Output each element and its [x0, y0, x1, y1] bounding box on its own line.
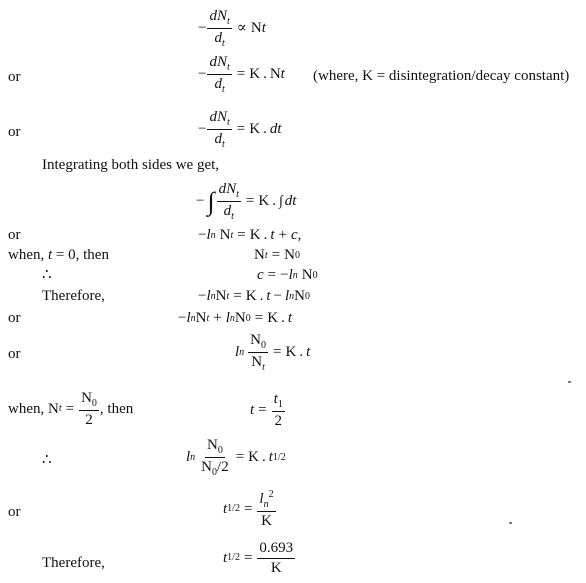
integral-sign: ∫	[207, 186, 215, 216]
proportional-sign: ∝	[236, 20, 247, 36]
eq-k-dt: − $\frac{dN_t}{d_t}$ = K . d t	[198, 109, 282, 150]
eq-nt-n0: N t = N 0	[254, 247, 300, 263]
eq-or-sum: − l n N t + l n N 0 = K . t	[178, 310, 292, 326]
label-or-1: or	[8, 69, 21, 85]
therefore-symbol-2: ∴	[42, 452, 52, 468]
eq-final: t 1/2 = $\frac{0.693}{K}$	[223, 540, 294, 576]
label-or-4: or	[8, 310, 21, 326]
scan-speck	[509, 522, 512, 524]
label-therefore-1: Therefore,	[42, 288, 105, 304]
label-therefore-2: Therefore,	[42, 555, 105, 571]
eq-c: c = − l n N 0	[257, 267, 318, 283]
where-note: (where, K = disintegration/decay constant)	[313, 68, 570, 84]
integrating-text: Integrating both sides we get,	[42, 157, 220, 173]
eq-ln-nt: − l n N t = K . t + c ,	[198, 227, 302, 243]
ln2-value: 0.693	[257, 540, 295, 559]
label-when-t0: when, t = 0, then	[8, 247, 109, 263]
minus-sign: −	[198, 20, 207, 36]
eq-t-half: t = $\frac{t_1}{2}$	[250, 391, 283, 429]
eq-decay-constant: − $\frac{dN_t}{d_t}$ = K . N t	[198, 54, 285, 95]
scan-speck	[568, 381, 571, 383]
eq-t-half-ln: t 1/2 = $\frac{l_n^2}{K}$	[223, 489, 274, 529]
derivative-fraction: $\frac{dN_t}{d_t}$	[209, 8, 230, 49]
label-or-3: or	[8, 227, 21, 243]
therefore-symbol-1: ∴	[42, 267, 52, 283]
eq-ln-half: l n $\frac{N_0}{N_0/2}$ = K . t 1/2	[186, 437, 286, 478]
eq-ln-ratio: l n $\frac{N_0}{N_t}$ = K . t	[235, 332, 311, 373]
label-or-6: or	[8, 504, 21, 520]
eq-proportional: − $\frac{dN_t}{d_t}$ ∝ N t	[198, 8, 266, 49]
label-or-2: or	[8, 124, 21, 140]
label-when-n: when, N t = $\frac{N_0}{2}$ , then	[8, 390, 134, 428]
eq-therefore-1: − l n N t = K . t − l n N 0	[198, 288, 310, 304]
eq-integral: − ∫ $\frac{dN_t}{d_t}$ = K . ∫ dt	[196, 181, 297, 222]
label-or-5: or	[8, 346, 21, 362]
